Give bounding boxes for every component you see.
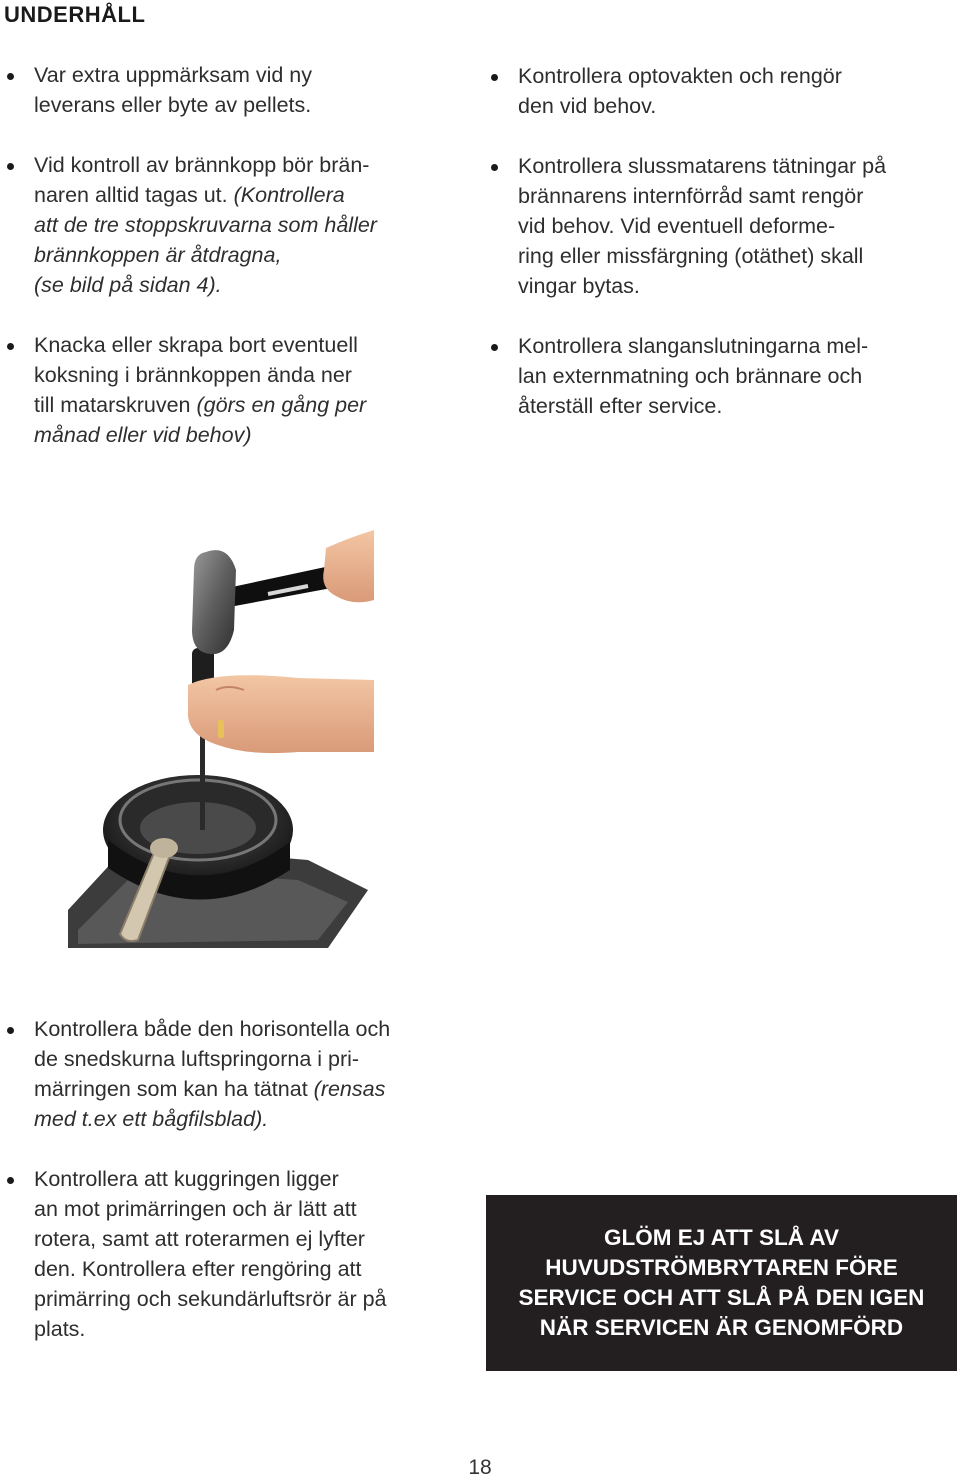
bullet-icon [491,344,498,351]
left-bottom-list [4,1014,444,1344]
list-item: Knacka eller skrapa bort eventuell koksning i brännkoppen ända ner till matarskruven (görs en gång per månad eller vid behov) [4,330,444,450]
list-item: Kontrollera både den horisontella och de snedskurna luftspringorna i pri- märringen som kan ha tätnat (rensas med t.ex ett bågfilsblad). [4,1014,444,1134]
bullet-icon [491,74,498,81]
list-item: Var extra uppmärksam vid ny leverans eller byte av pellets. [4,60,444,120]
list-item: Kontrollera slanganslutningarna mel- lan externmatning och brännare och återställ efter service. [488,331,958,421]
left-top-list [4,60,444,450]
hand-lower [188,675,374,753]
hand-upper [323,530,374,602]
bullet-icon [7,1177,14,1184]
maintenance-photo [68,530,374,948]
bullet-icon [7,163,14,170]
page-number: 18 [468,1456,492,1479]
list-item: Kontrollera optovakten och rengör den vid behov. [488,61,958,121]
list-item: Vid kontroll av brännkopp bör brän- naren alltid tagas ut. (Kontrollera att de tre stoppskruvarna som håller brännkoppen är åtdragna, (se bild på sidan 4). [4,150,444,300]
bullet-icon [7,1027,14,1034]
bullet-icon [7,73,14,80]
bullet-icon [491,164,498,171]
right-top-list [488,61,958,421]
hammer-head [192,550,236,654]
list-item: Kontrollera att kuggringen ligger an mot primärringen och är lätt att rotera, samt att roterarmen ej lyfter den. Kontrollera efter rengöring att primärring och sekundärluftsrör är på plats. [4,1164,444,1344]
bullet-icon [7,343,14,350]
list-item: Kontrollera slussmatarens tätningar på brännarens internförråd samt rengör vid behov. Vid eventuell deforme- ring eller missfärgning (otäthet) skall vingar bytas. [488,151,958,301]
warning-box: GLÖM EJ ATT SLÅ AV HUVUDSTRÖMBRYTAREN FÖRE SERVICE OCH ATT SLÅ PÅ DEN IGEN NÄR SERVICEN ÄR GENOMFÖRD [486,1195,957,1371]
page-title: UNDERHÅLL [4,2,146,27]
